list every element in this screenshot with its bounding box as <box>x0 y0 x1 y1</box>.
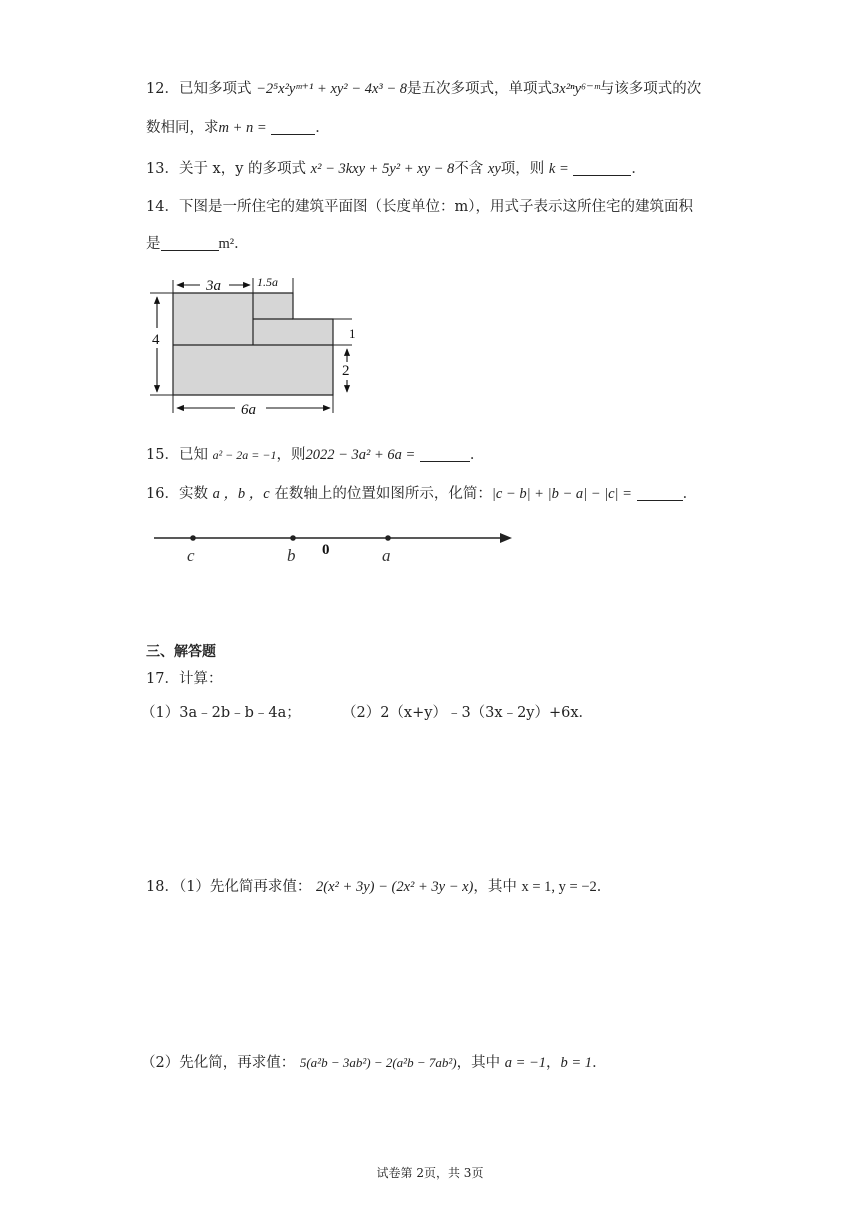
q18-part1-end: ． <box>596 879 612 895</box>
q18-part2-expr: 5(a²b − 3ab²) − 2(a²b − 7ab²) <box>299 1055 457 1070</box>
q13-text-c: 项，则 <box>500 161 545 177</box>
arrow-right-icon <box>500 533 512 543</box>
q15-line <box>146 445 484 465</box>
q16-text-a: 实数 <box>178 486 208 502</box>
q12-text-a: 已知多项式 <box>178 81 252 97</box>
q18-part1-cond-text: ，其中 <box>473 879 517 895</box>
q18-part1-line <box>146 877 611 897</box>
answer-blank <box>573 161 631 176</box>
q18-part2-cond-b: b = 1 <box>560 1055 593 1071</box>
answer-blank <box>420 447 470 462</box>
label-a: a <box>382 546 391 565</box>
dim-label-1-5a: 1.5a <box>257 275 278 289</box>
q17-number: 17． <box>146 671 179 687</box>
floor-plan-figure <box>140 268 370 428</box>
q18-part1-expr: 2(x² + 3y) − (2x² + 3y − x) <box>316 879 474 895</box>
q18-part2-line <box>141 1053 607 1073</box>
q14-text-b: 是 <box>146 236 161 252</box>
q15-end: ． <box>469 447 485 463</box>
q12-line1 <box>146 79 701 99</box>
q14-end: ． <box>234 236 249 252</box>
q12-text-c: 与该多项式的次 <box>599 81 702 97</box>
q18-part1-cond: x = 1, y = −2 <box>521 879 597 895</box>
q12-text-d: 数相同，求 <box>146 120 219 136</box>
point-c <box>190 535 196 541</box>
q16-text-b: 在数轴上的位置如图所示，化简： <box>274 486 492 502</box>
q16-line <box>146 484 697 504</box>
answer-blank <box>271 120 315 135</box>
q18-part2-sep: ， <box>546 1055 561 1071</box>
q13-end: ． <box>631 161 646 177</box>
dim-label-6a: 6a <box>241 402 256 418</box>
q12-end: ． <box>315 120 330 136</box>
dim-label-3a: 3a <box>206 278 221 294</box>
q16-ask: |c − b| + |b − a| − |c| = <box>491 486 632 502</box>
q13-text-b: 不含 <box>454 161 484 177</box>
q14-line1 <box>146 197 693 217</box>
q17-parts-line <box>141 703 593 723</box>
label-zero: 0 <box>322 542 330 558</box>
answer-blank <box>637 486 683 501</box>
q18-part2-cond-a: a = −1 <box>504 1055 547 1071</box>
q17-title: 计算： <box>178 671 223 687</box>
q12-polynomial: −2⁵x²yᵐ⁺¹ + xy² − 4x³ − 8 <box>256 81 408 97</box>
q15-given: a² − 2a = −1 <box>212 448 277 462</box>
q15-number: 15． <box>146 447 179 463</box>
label-b: b <box>287 546 296 565</box>
q17-part1: （1）3a﹣2b﹣b﹣4a； <box>141 705 301 721</box>
q18-part2-text: （2）先化简，再求值： <box>141 1055 296 1071</box>
q13-text-a: 关于 x，y 的多项式 <box>178 161 307 177</box>
q18-part2-end: ． <box>592 1055 607 1071</box>
q18-part1-text: （1）先化简再求值： <box>178 879 312 895</box>
q15-ask: 2022 − 3a² + 6a = <box>305 447 416 463</box>
q16-end: ． <box>682 486 698 502</box>
q18-number: 18． <box>146 879 179 895</box>
q13-term: xy <box>487 161 501 177</box>
q12-ask: m + n = <box>218 120 267 136</box>
q18-part2-cond-text: ，其中 <box>456 1055 501 1071</box>
q15-text-a: 已知 <box>178 447 208 463</box>
dim-label-1: 1 <box>349 326 356 341</box>
page-footer: 试卷第 2页，共 3页 <box>376 1166 484 1180</box>
answer-blank <box>161 236 219 251</box>
point-b <box>290 535 296 541</box>
q12-monomial: 3x²ⁿy⁶⁻ᵐ <box>552 81 600 97</box>
q12-number: 12． <box>146 81 179 97</box>
q13-line <box>146 159 646 179</box>
q14-unit: m² <box>218 236 235 252</box>
q12-text-b: 是五次多项式，单项式 <box>407 81 553 97</box>
label-c: c <box>187 546 195 565</box>
q14-number: 14． <box>146 199 179 215</box>
dim-label-4: 4 <box>152 332 160 348</box>
q13-number: 13． <box>146 161 179 177</box>
q15-text-b: ，则 <box>276 447 306 463</box>
dim-label-2: 2 <box>342 363 350 379</box>
q16-number: 16． <box>146 486 179 502</box>
section-heading: 三、解答题 <box>146 644 216 660</box>
q17-part2: （2）2（x+y）﹣3（3x﹣2y）+6x． <box>341 705 594 721</box>
q14-text-a: 下图是一所住宅的建筑平面图（长度单位：m），用式子表示这所住宅的建筑面积 <box>178 199 693 215</box>
q12-line2 <box>146 118 330 138</box>
q14-line2 <box>146 234 249 254</box>
q13-ask: k = <box>548 161 569 177</box>
q16-vars: a ，b ，c <box>212 486 270 502</box>
point-a <box>385 535 391 541</box>
number-line-figure <box>150 524 520 568</box>
q13-polynomial: x² − 3kxy + 5y² + xy − 8 <box>310 161 455 177</box>
q17-title-line <box>146 669 222 689</box>
